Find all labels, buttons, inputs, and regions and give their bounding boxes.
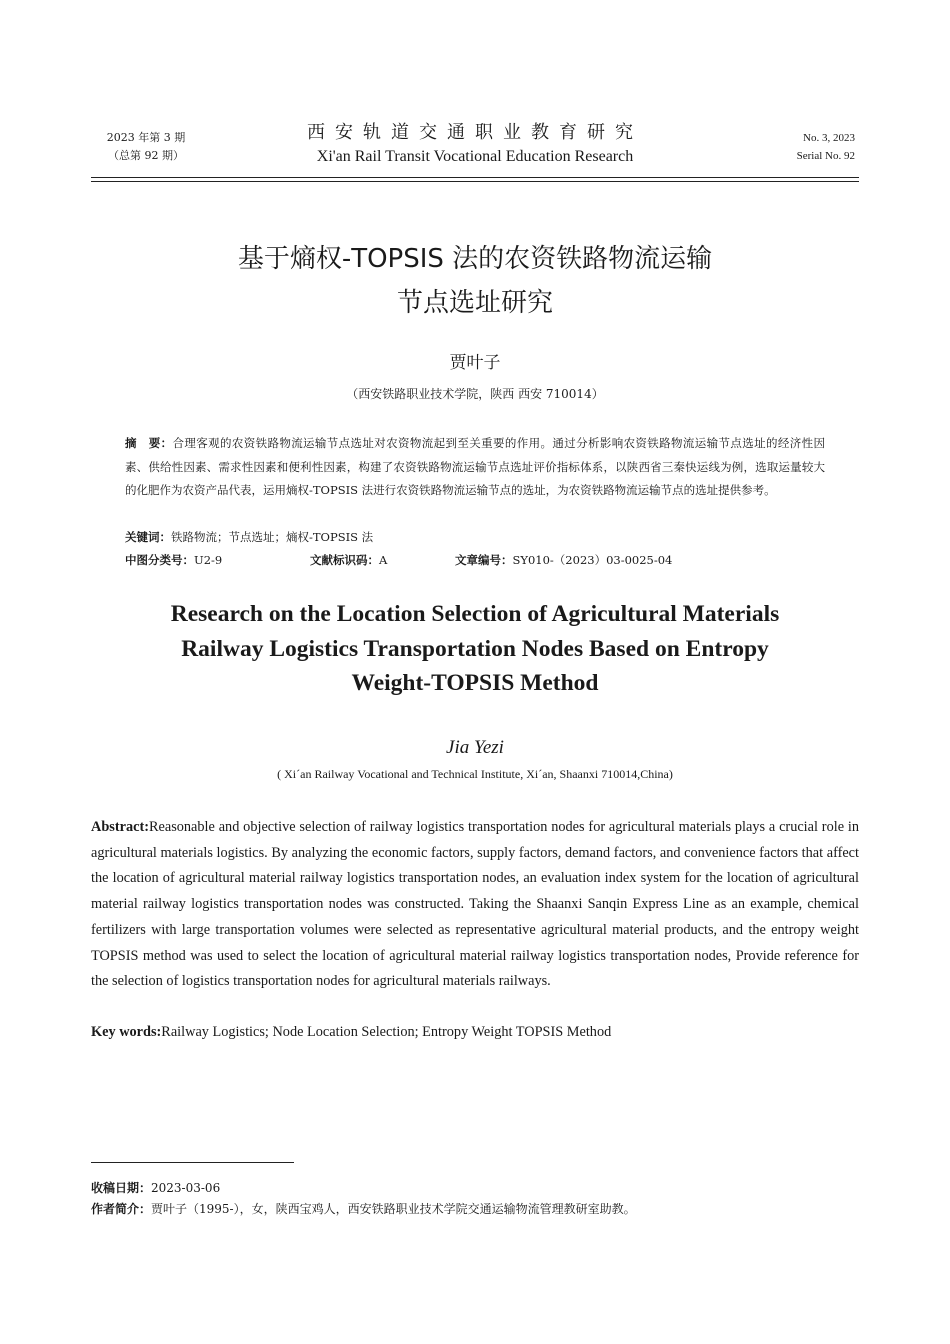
article-number-label: 文章编号： — [455, 553, 513, 567]
abstract-en — [91, 815, 859, 995]
abstract-en-label: Abstract: — [91, 819, 149, 835]
issue-number-cn: 2023 年第 3 期 — [106, 131, 186, 144]
doc-code-value: A — [379, 553, 388, 567]
article-number-value: SY010-（2023）03-0025-04 — [512, 553, 673, 567]
article-title-en-line2: Railway Logistics Transportation Nodes Based on Entropy — [181, 635, 769, 662]
clc-label: 中图分类号： — [125, 553, 194, 567]
serial-number-en: Serial No. 92 — [796, 150, 855, 162]
header-rule-thin — [91, 181, 859, 182]
issue-info-cn — [96, 129, 196, 165]
issue-info-en — [797, 129, 855, 165]
keywords-en-label: Key words: — [91, 1024, 162, 1040]
keywords-cn — [125, 526, 373, 548]
keywords-en-text: Railway Logistics; Node Location Selection; Entropy Weight TOPSIS Method — [161, 1024, 612, 1040]
article-title-en-line1: Research on the Location Selection of Agricultural Materials — [170, 601, 780, 627]
article-title-en — [100, 597, 850, 701]
abstract-cn-text: 合理客观的农资铁路物流运输节点选址对农资物流起到至关重要的作用。通过分析影响农资铁路物流运输节点选址的经济性因素、供给性因素、需求性因素和便利性因素，构建了农资铁路物流运输节点选址评价指标体系，以陕西省三秦快运线为例，选取运量较大的化肥作为农资产品代表，运用熵权-TOPSIS 法进行农资铁路物流运输节点的选址，为农资铁路物流运输节点的选址提供参考。 — [125, 436, 825, 497]
affiliation-en: ( Xi´an Railway Vocational and Technical Institute, Xi´an, Shaanxi 710014,China) — [277, 767, 673, 781]
author-name-cn: 贾叶子 — [449, 353, 501, 373]
issue-number-en: No. 3, 2023 — [803, 132, 855, 144]
article-title-cn-line2: 节点选址研究 — [396, 288, 553, 318]
article-title-cn — [100, 237, 850, 325]
serial-number-cn: （总第 92 期） — [108, 149, 184, 162]
abstract-en-text: Reasonable and objective selection of railway logistics transportation nodes for agricultural materials plays a crucial role in agricultural materials logistics. By analyzing the economic factors, supply factors, demand factors, and convenience factors that affect the location of agricultural material railway logistics transportation nodes, an evaluation index system for the location of agricultural material railway logistics transportation nodes was constructed. Taking the Shaanxi Sanqin Express Line as an example, chemical fertilizers with large transportation volumes were selected as representative agricultural material products, and the entropy weight TOPSIS method was used to select the location of agricultural material railway logistics transportation nodes, Provide reference for the selection of logistics transportation nodes for agricultural materials railways. — [91, 819, 859, 990]
received-date — [91, 1178, 220, 1198]
author-bio-value: 贾叶子（1995-），女，陕西宝鸡人，西安铁路职业技术学院交通运输物流管理教研室助教。 — [151, 1202, 636, 1216]
keywords-cn-label: 关键词： — [125, 530, 171, 544]
article-title-cn-line1: 基于熵权-TOPSIS 法的农资铁路物流运输 — [237, 244, 713, 274]
doc-code-label: 文献标识码： — [310, 553, 379, 567]
abstract-cn-label: 摘 要： — [125, 436, 173, 450]
clc-value: U2-9 — [194, 553, 223, 567]
clc-number — [125, 549, 222, 571]
journal-name-cn: 西安轨道交通职业教育研究 — [307, 122, 643, 143]
keywords-cn-text: 铁路物流；节点选址；熵权-TOPSIS 法 — [171, 530, 374, 544]
document-code — [310, 549, 387, 571]
keywords-en — [91, 1020, 611, 1045]
affiliation-cn: （西安铁路职业技术学院，陕西 西安 710014） — [346, 387, 604, 401]
received-date-label: 收稿日期： — [91, 1181, 152, 1195]
footnote-rule — [91, 1162, 294, 1163]
author-bio-label: 作者简介： — [91, 1202, 152, 1216]
author-bio — [91, 1199, 636, 1219]
abstract-cn — [125, 432, 825, 503]
received-date-value: 2023-03-06 — [151, 1181, 221, 1195]
article-title-en-line3: Weight-TOPSIS Method — [351, 670, 599, 696]
header-rule-thick — [91, 177, 859, 178]
article-number — [455, 549, 672, 571]
author-name-en: Jia Yezi — [446, 737, 504, 758]
journal-name — [250, 120, 700, 168]
journal-name-en: Xi'an Rail Transit Vocational Education Research — [316, 148, 634, 165]
